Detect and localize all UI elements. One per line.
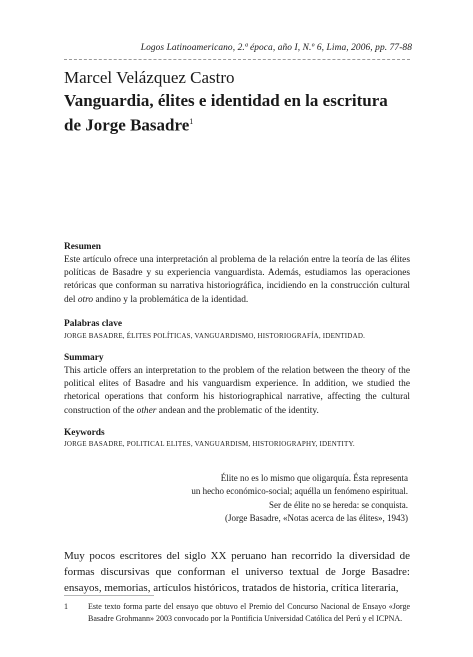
epigraph-line: Ser de élite no se hereda: se conquista. <box>269 499 408 510</box>
article-title <box>64 90 394 136</box>
keywords-text: JORGE BASADRE, POLITICAL ELITES, VANGUARDISM, HISTORIOGRAPHY, IDENTITY. <box>64 440 355 448</box>
title-footnote-mark[interactable]: 1 <box>189 117 194 126</box>
resumen-text-part: Este artículo ofrece una interpretación al problema de la relación entre la teoría de las élites políticas de Basadre y su experiencia vanguardista. Además, estudiamos las operaciones retóricas que conforman su narrativa historiográfica, incidiendo en la construcción cultural del <box>64 255 410 305</box>
keywords-heading: Keywords <box>64 428 105 438</box>
resumen-text-part: andino y la problemática de la identidad. <box>93 294 249 305</box>
summary-text-part: This article offers an interpretation to the problem of the relation between the theory of the political elites of Basadre and his vanguardism experience. In addition, we studied the rhetorical operations that conform his historiographical narrative, affecting the cultural construction of the <box>64 366 410 416</box>
article-title-text: Vanguardia, élites e identidad en la escritura de Jorge Basadre <box>64 91 388 135</box>
footnote-divider <box>64 595 154 596</box>
running-header: Logos Latinoamericano, 2.ª época, año I, N.º 6, Lima, 2006, pp. 77-88 <box>140 43 412 53</box>
body-paragraph: Muy pocos escritores del siglo XX peruano han recorrido la diversidad de formas discursivas que conforman el universo textual de Jorge Basadre: ensayos, memorias, artículos históricos, tratados de historia, crítica literaria, <box>64 550 410 594</box>
epigraph-attribution: (Jorge Basadre, «Notas acerca de las élites», 1943) <box>224 513 408 524</box>
resumen-emphasis: otro <box>77 294 94 305</box>
palabras-clave-text: JORGE BASADRE, ÉLITES POLÍTICAS, VANGUARDISMO, HISTORIOGRAFÍA, IDENTIDAD. <box>64 332 366 340</box>
footnote-number: 1 <box>64 602 68 611</box>
resumen-text <box>64 254 410 307</box>
article-author: Marcel Velázquez Castro <box>64 68 235 87</box>
summary-text-part: andean and the problematic of the identity. <box>156 405 319 416</box>
summary-emphasis: other <box>136 405 157 416</box>
resumen-heading: Resumen <box>64 242 101 252</box>
epigraph-line: Élite no es lo mismo que oligarquía. Ésta representa <box>220 473 408 483</box>
footnote <box>64 601 410 624</box>
summary-heading: Summary <box>64 353 104 363</box>
summary-text <box>64 365 410 418</box>
footnote-text: Este texto forma parte del ensayo que obtuvo el Premio del Concurso Nacional de Ensayo «Jorge Basadre Grohmann» 2003 convocado por la Pontificia Universidad Católica del Perú y el ICPNA. <box>88 602 410 623</box>
epigraph <box>160 472 408 526</box>
epigraph-line: un hecho económico-social; aquélla un fenómeno espiritual. <box>191 486 408 497</box>
palabras-clave-heading: Palabras clave <box>64 319 123 329</box>
header-divider <box>64 59 410 60</box>
